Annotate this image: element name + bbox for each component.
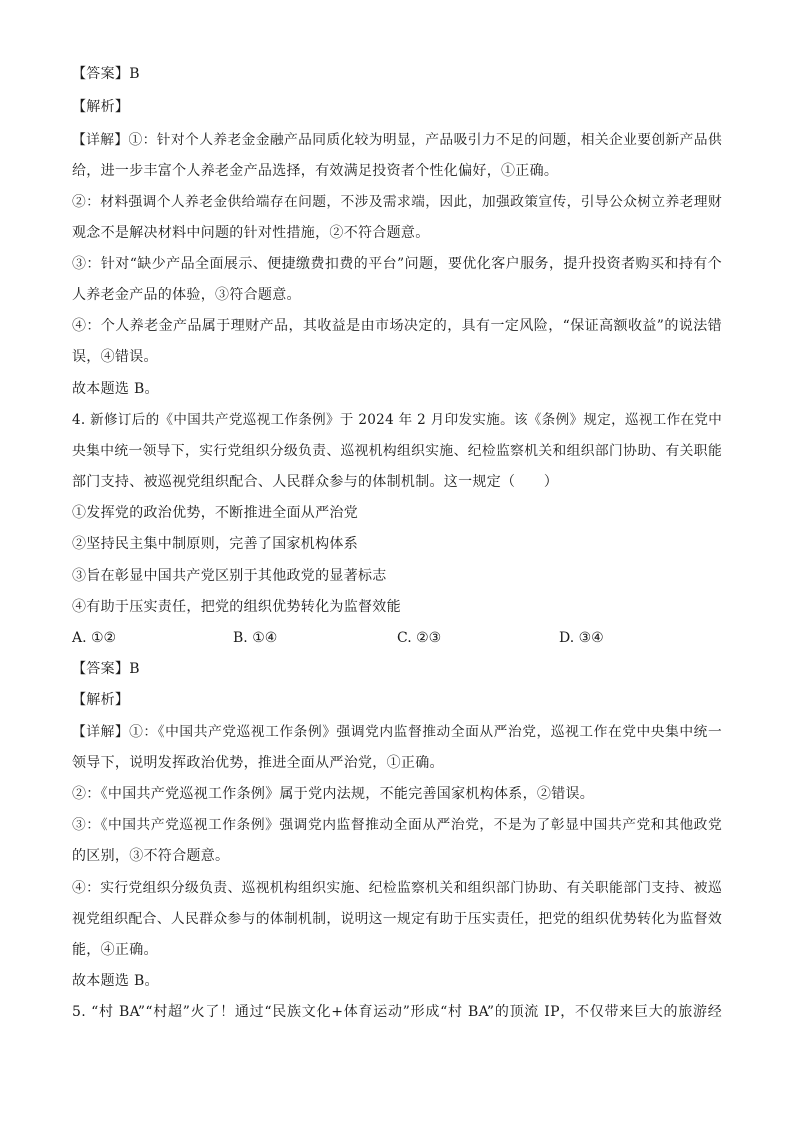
q4-detail-line: 【详解】①：《中国共产党巡视工作条例》强调党内监督推动全面从严治党，巡视工作在党中央集中统一 — [72, 724, 722, 740]
q5-stem-line: 5. “村 BA”“村超”火了！通过“民族文化+体育运动”形成“村 BA”的顶流 IP，不仅带来巨大的旅游经 — [72, 1004, 722, 1020]
q3-detail-line: ③：针对“缺少产品全面展示、便捷缴费扣费的平台”问题，要优化客户服务，提升投资者购买和持有个 — [72, 256, 722, 272]
q4-analysis-heading: 【解析】 — [72, 692, 130, 708]
document-page — [72, 0, 722, 1123]
q3-answer: 【答案】B — [72, 66, 140, 82]
q4-detail-line: 视党组织配合、人民群众参与的体制机制，说明这一规定有助于压实责任，把党的组织优势转化为监督效 — [72, 911, 722, 927]
q4-statement: ②坚持民主集中制原则，完善了国家机构体系 — [72, 536, 358, 552]
q4-statement: ①发挥党的政治优势，不断推进全面从严治党 — [72, 505, 358, 521]
q3-conclusion: 故本题选 B。 — [72, 381, 159, 397]
q4-conclusion: 故本题选 B。 — [72, 973, 159, 989]
q3-detail-line: ④：个人养老金产品属于理财产品，其收益是由市场决定的，具有一定风险，“保证高额收益”的说法错 — [72, 318, 722, 334]
q3-analysis-heading: 【解析】 — [72, 99, 130, 115]
q4-answer: 【答案】B — [72, 661, 140, 677]
q4-option-d: D. ③④ — [559, 630, 604, 646]
q4-detail-line: ③：《中国共产党巡视工作条例》强调党内监督推动全面从严治党，不是为了彰显中国共产党和其他政党 — [72, 817, 722, 833]
q4-detail-line: ②：《中国共产党巡视工作条例》属于党内法规，不能完善国家机构体系，②错误。 — [72, 786, 595, 802]
q4-option-a: A. ①② — [72, 630, 117, 646]
q4-detail-line: ④：实行党组织分级负责、巡视机构组织实施、纪检监察机关和组织部门协助、有关职能部门支持、被巡 — [72, 880, 722, 896]
q3-detail-line: 【详解】①：针对个人养老金金融产品同质化较为明显，产品吸引力不足的问题，相关企业要创新产品供 — [72, 132, 722, 148]
q4-statement: ③旨在彰显中国共产党区别于其他政党的显著标志 — [72, 568, 387, 584]
q4-detail-line: 能，④正确。 — [72, 942, 158, 958]
q4-detail-line: 的区别，③不符合题意。 — [72, 848, 230, 864]
q4-option-c: C. ②③ — [397, 630, 442, 646]
q4-stem-line: 4. 新修订后的《中国共产党巡视工作条例》于 2024 年 2 月印发实施。该《条例》规定，巡视工作在党中 — [72, 412, 722, 428]
q4-detail-line: 领导下，说明发挥政治优势，推进全面从严治党，①正确。 — [72, 755, 444, 771]
q3-detail-line: 误，④错误。 — [72, 349, 158, 365]
q4-statement: ④有助于压实责任，把党的组织优势转化为监督效能 — [72, 599, 401, 615]
q4-stem-line: 部门支持、被巡视党组织配合、人民群众参与的体制机制。这一规定（ ） — [72, 474, 559, 490]
q3-detail-line: 给，进一步丰富个人养老金产品选择，有效满足投资者个性化偏好，①正确。 — [72, 163, 559, 179]
q3-detail-line: 观念不是解决材料中问题的针对性措施，②不符合题意。 — [72, 225, 430, 241]
q4-option-b: B. ①④ — [233, 630, 278, 646]
q3-detail-line: 人养老金产品的体验，③符合题意。 — [72, 287, 301, 303]
q4-stem-line: 央集中统一领导下，实行党组织分级负责、巡视机构组织实施、纪检监察机关和组织部门协助、有关职能 — [72, 443, 722, 459]
q3-detail-line: ②：材料强调个人养老金供给端存在问题，不涉及需求端，因此，加强政策宣传，引导公众树立养老理财 — [72, 194, 722, 210]
